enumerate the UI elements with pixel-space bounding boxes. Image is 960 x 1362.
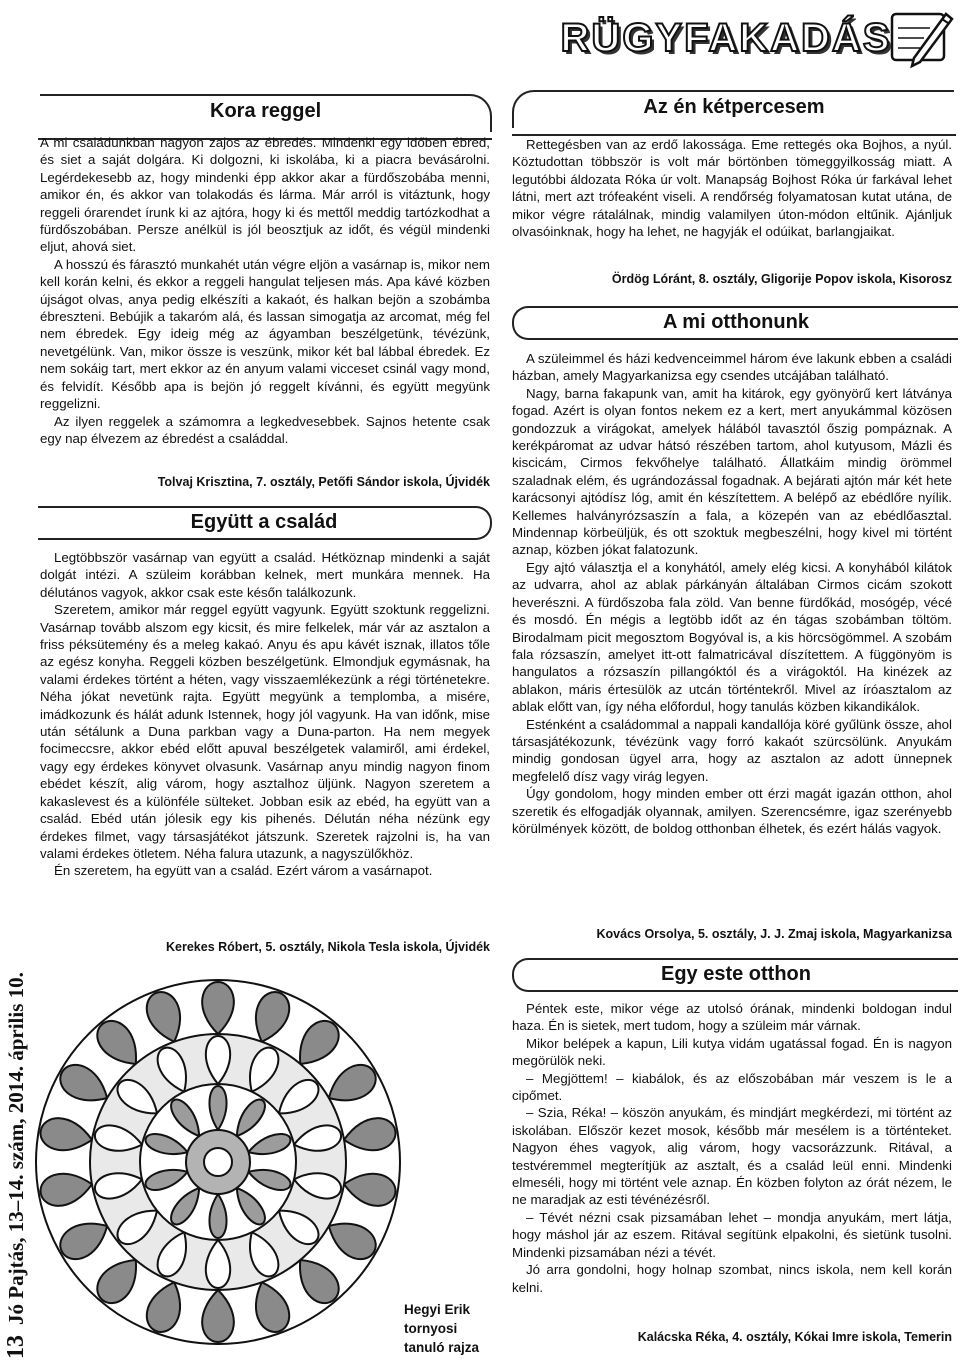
- signature: Kovács Orsolya, 5. osztály, J. J. Zmaj iskola, Magyarkanizsa: [596, 927, 952, 941]
- article-egy-este-otthon: [512, 1000, 952, 1296]
- paragraph: – Tévét nézni csak pizsamában lehet – mondja anyukám, mert látja, hogy máshol jár az eszem. Ritával segítünk elpakolni, és sietünk tusolni. Mindenki pizsamában nézi a tévét.: [512, 1209, 952, 1260]
- paragraph: Én szeretem, ha együtt van a család. Ezért várom a vasárnapot.: [54, 863, 433, 879]
- paragraph: Egy ajtó választja el a konyhától, amely elég kicsi. A konyhából kilátok az udvarra, ahol az ablak párkányán általában Cirmos cicám szokott heverészni. A fürdőszoba fala zöld. Van benne fürdőkád, mosógép, vécé és mosdó. Én mégis a legtöbb időt az én tágas szobámban töltöm. Birodalmam picit megosztom Bogyóval is, a kis hörcsögömmel. A szobám fala rózsaszín, amelyet itt-ott falmatricával díszítettem. A függönyöm is hangulatos a rózsaszín pillangóktól és a virágoktól. Ha kinézek az ablakon, máris értesülök az utcán történtekről. Mivel az íróasztalom az ablak előtt van, így néha előfordul, hogy tanulás közben kikandikálok.: [512, 559, 952, 715]
- section-header-kora-reggel: [40, 94, 492, 132]
- paragraph: – Szia, Réka! – köszön anyukám, és mindjárt megkérdezi, mi történt az iskolában. Először kezet mosok, később már mesélem is a történteket. Nagyon éhes vagyok, alig várom, hogy vacsorázzunk. Ritával, a testvéremmel megterítjük az asztalt, és a család leül enni. Mindenki elmeséli, hogy mi történt vele aznap. Én közben folyton az órát nézem, le ne maradjak az esti tévénézésről.: [512, 1105, 952, 1208]
- drawing-caption: [404, 1300, 514, 1357]
- paragraph: Rettegésben van az erdő lakossága. Eme rettegés oka Bojhos, a nyúl. Köztudottan többször is volt már börtönben tömeggyilkosság miatt. A legutóbbi áldozata Róka úr volt. Manapság Bojhost Róka úr farkával lehet látni, mert azt trófeaként viseli. A rendőrség folyamatosan kutat utána, de mikor végre rátalálnak, mindig valamilyen úton-módon eltűnik. Ajánljuk olvasóinknak, hogy ha lehet, ne hagyják el odúikat, barlangjaikat.: [512, 137, 952, 240]
- paragraph: A mi családunkban nagyon zajos az ébredés. Mindenki egy időben ébred, és siet a saját dolgára. Ki dolgozni, ki iskolába, ki a piacra bevásárolni. Legérdekesebb az, hogy mindenki épp akkor akar a fürdőszobába menni, amikor én, és akkor van tolakodás és lárma. Már arról is vitáztunk, hogy reggeli órarendet írunk ki az ajtóra, hogy ki és mettől meddig tartózkodhat a fürdőszobában. Persze anélkül is jól beosztjuk az időt, és végül mindenki eljut, ahová siet.: [40, 135, 490, 255]
- mandala-drawing: [30, 968, 406, 1356]
- section-title: Kora reggel: [210, 100, 322, 122]
- section-header-egyutt-a-csalad: [38, 506, 492, 540]
- caption-line: Hegyi Erik: [404, 1302, 471, 1317]
- publication-title: Jó Pajtás, 13–14. szám, 2014. április 10.: [3, 972, 28, 1325]
- section-logo: [560, 6, 954, 76]
- paragraph: Nagy, barna fakapunk van, amit ha kitárok, egy gyönyörű kert látványa fogad. Azért is olyan fontos nekem ez a kert, mert anyukámmal közösen gondozzuk a virágokat, amelyek hálából tavasztól őszig pompáznak. A kerékpáromat az udvar hátsó részében tartom, ahol kutyusom, Mázli és kiscicám, Cirmos fekvőhelye található. Állatkáim mindig örömmel szaladnak elém, és ugrándozással fogadnak. A bejárati ajtón már két hete karácsonyi ajtódísz lóg, amit én készítettem. A belépő az ebédlőre nyílik. Kellemes halványrózsaszín a fala, a közepén van az ebédlőasztal. Mindennap körbeüljük, és ott szoktuk megbeszélni, hogy kivel mi történt aznap, közben jókat falatozunk.: [512, 385, 952, 558]
- page-number: 13: [2, 1335, 29, 1359]
- caption-line: tanuló rajza: [404, 1340, 480, 1355]
- section-header-a-mi-otthonunk: [512, 306, 958, 340]
- side-strip: [0, 940, 32, 1362]
- section-title: Együtt a család: [190, 511, 338, 533]
- section-title: A mi otthonunk: [663, 311, 809, 333]
- paragraph: Esténként a családommal a nappali kandallója köré gyűlünk össze, ahol társasjátékozunk, tévézünk vagy forró kakaót szürcsölünk. Anyukám mindig gondosan ügyel arra, hogy az asztalon az adott ünnepnek megfelelő dísz vagy virág legyen.: [512, 716, 952, 784]
- paragraph: A szüleimmel és házi kedvenceimmel három éve lakunk ebben a családi házban, amely Magyarkanizsa egy csendes utcájában található.: [512, 351, 952, 384]
- signature: Kerekes Róbert, 5. osztály, Nikola Tesla iskola, Újvidék: [166, 940, 490, 954]
- paragraph: Úgy gondolom, hogy minden ember ott érzi magát igazán otthon, ahol szeretik és elfogadják olyannak, amilyen. Szerencsémre, igaz szerényebb körülmények között, de boldog otthonban élhetek, és ezért hálás vagyok.: [512, 786, 952, 836]
- article-egyutt-a-csalad: [40, 549, 490, 880]
- paragraph: Jó arra gondolni, hogy holnap szombat, nincs iskola, nem kell korán kelni.: [512, 1262, 952, 1295]
- section-title: Az én kétpercesem: [643, 96, 825, 118]
- paragraph: Legtöbbször vasárnap van együtt a család. Hétköznap mindenki a saját dolgát intézi. A szüleim korábban kelnek, mert munkára mennek. Ha délutános vagyok, akkor csak este későn találkozunk.: [40, 550, 490, 600]
- signature: Tolvaj Krisztina, 7. osztály, Petőfi Sándor iskola, Újvidék: [157, 475, 490, 489]
- publication-info: [0, 939, 32, 1359]
- section-header-az-en-ketpercesem: [512, 90, 954, 128]
- paragraph: Az ilyen reggelek a számomra a legkedvesebbek. Sajnos hetente csak egy nap élvezem az ébredést a családdal.: [40, 413, 490, 446]
- paragraph: A hosszú és fárasztó munkahét után végre eljön a vasárnap is, mikor nem kell korán kelni, és ekkor a reggeli hangulat teljesen más. Apa kávé közben újságot olvas, anya pedig elkészíti a kakaót, és halkan bejön a szobámba ébreszteni. Bebújik a takaróm alá, és lassan simogatja az arcomat, még fel nem ébredek. Egy ideig még az ágyamban beszélgetünk, tévézünk, nevetgélünk. Van, mikor össze is veszünk, mikor két bal lábbal ébredek. Ez nem sokáig tart, mert ekkor az én anyum valami vicceset csinál vagy mond, és felvidít. Később apa is bejön jó reggelt kívánni, és együtt megyünk reggelizni.: [40, 256, 490, 412]
- logo-text: RÜGYFAKADÁS: [560, 15, 892, 60]
- article-a-mi-otthonunk: [512, 350, 952, 837]
- paragraph: Péntek este, mikor vége az utolsó órának, mindenki boldogan indul haza. Én is sietek, mert tudom, hogy a szüleim már várnak.: [512, 1001, 952, 1034]
- article-az-en-ketpercesem: [512, 136, 952, 240]
- caption-line: tornyosi: [404, 1321, 458, 1336]
- article-kora-reggel: [40, 134, 490, 447]
- section-header-egy-este-otthon: [512, 958, 958, 992]
- paragraph: – Megjöttem! – kiabálok, és az előszobában már veszem is le a cipőmet.: [512, 1070, 952, 1104]
- signature: Kalácska Réka, 4. osztály, Kókai Imre iskola, Temerin: [637, 1330, 952, 1344]
- paragraph: Szeretem, amikor már reggel együtt vagyunk. Együtt szoktunk reggelizni. Vasárnap tovább alszom egy kicsit, és mire felkelek, már vár az asztalon a friss péksütemény és a meleg kakaó. Anyu és apu kávét isznak, illatos tőle az egész konyha. Reggeli közben beszélgetünk. Elmondjuk egymásnak, ha valami érdekes történt a héten, vagy visszaemlékezünk a régi történetekre. Néha jókat nevetünk rajta. Együtt megyünk a templomba, a misére, imádkozunk és hálát adunk Istennek, hogy jól vagyunk. Ha van időnk, mise után sétálunk a Duna parkban vagy a Duna-parton. Ha nem megyek focimeccsre, akkor ebéd előtt apuval beszélgetek valamiről, ami érdekel, vagy egy érdekes könyvet olvasunk. Vasárnap anyu mindig nagyon finom ebédet készít, alig várom, hogy asztalhoz üljünk. Nagyon szeretem a kakaslevest és a különféle sülteket. Jobban esik az ebéd, ha együtt van a család. Ebéd után jólesik egy kis pihenés. Délután néha nézünk egy érdekes filmet, vagy társasjátékot játszunk. Szeretek rajzolni is, ha van valami érdekes ötletem. Néha falura utazunk, a nagyszülőkhöz.: [40, 602, 490, 861]
- section-title: Egy este otthon: [660, 963, 811, 985]
- signature: Ördög Lóránt, 8. osztály, Gligorije Popov iskola, Kisorosz: [611, 272, 952, 286]
- paragraph: Mikor belépek a kapun, Lili kutya vidám ugatással fogad. Én is nagyon megörülök neki.: [512, 1035, 952, 1069]
- pencil-icon: [884, 6, 954, 72]
